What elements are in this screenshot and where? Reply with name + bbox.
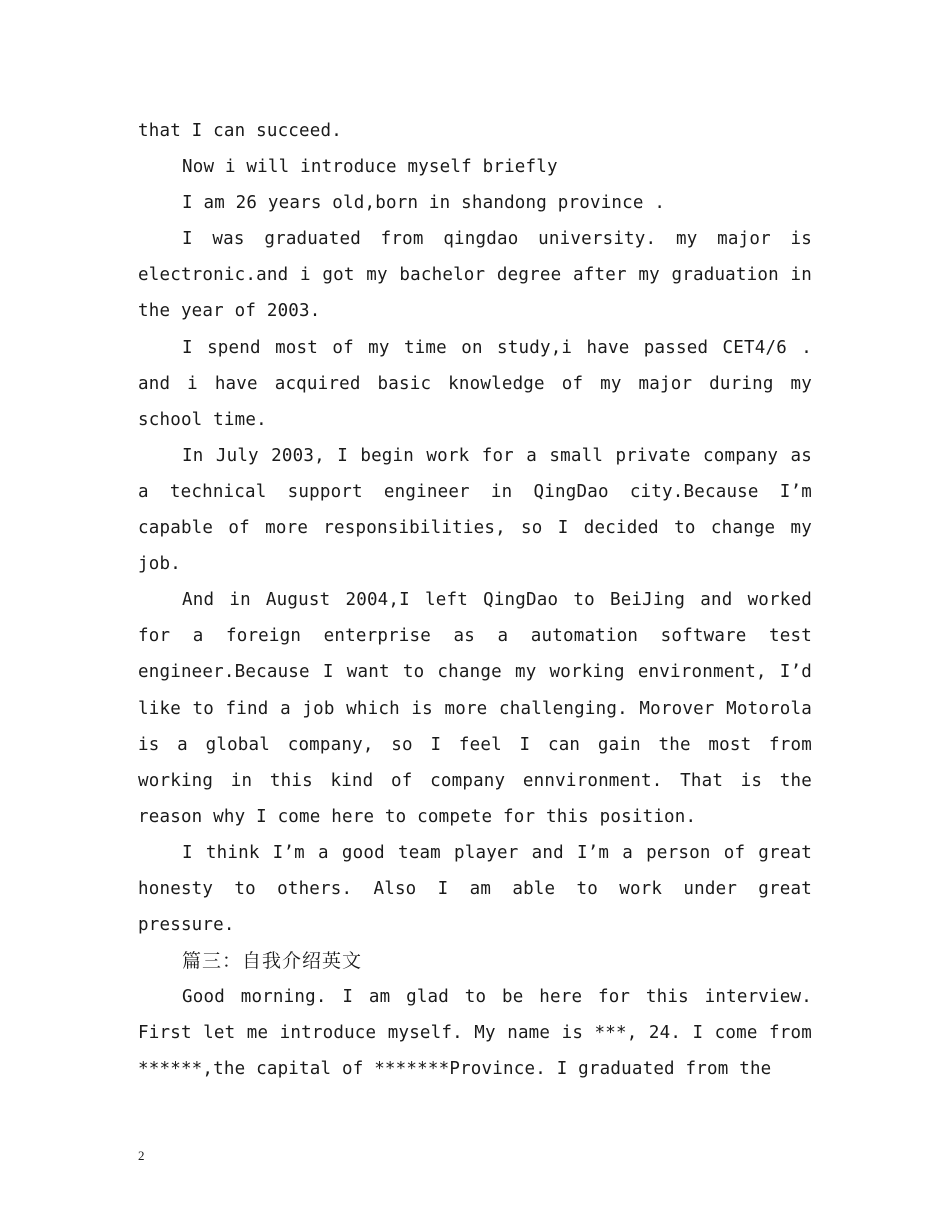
paragraph-continued: that I can succeed. [138,121,342,141]
paragraph: I spend most of my time on study,i have passed CET4/6 . and i have acquired basic knowledge of my major during my school time. [138,337,812,430]
paragraph: Good morning. I am glad to be here for this interview. First let me introduce myself. My name is ***, 24. I come from ******,the capital of *******Province. I graduated from the [138,987,812,1080]
paragraph: I am 26 years old,born in shandong province . [182,193,666,214]
section-heading: 篇三：自我介绍英文 [182,950,363,973]
paragraph: I think I’m a good team player and I’m a person of great honesty to others. Also I am able to work under great pressure. [138,842,812,936]
paragraph: In July 2003, I begin work for a small private company as a technical support engineer in QingDao city.Because I’m capable of more responsibilities, so I decided to change my job. [138,445,812,575]
paragraph: Now i will introduce myself briefly [182,157,558,178]
paragraph: And in August 2004,I left QingDao to BeiJing and worked for a foreign enterprise as a automation software test engineer.Because I want to change my working environment, I’d like to find a job which is more challenging. Morover Motorola is a global company, so I feel I can gain the most from working in this kind of company ennvironment. That is the reason why I come here to compete for this position. [138,590,812,827]
body-text [138,113,812,1088]
paragraph: I was graduated from qingdao university. my major is electronic.and i got my bachelor degree after my graduation in the year of 2003. [138,229,812,322]
page-number: 2 [138,1148,145,1163]
